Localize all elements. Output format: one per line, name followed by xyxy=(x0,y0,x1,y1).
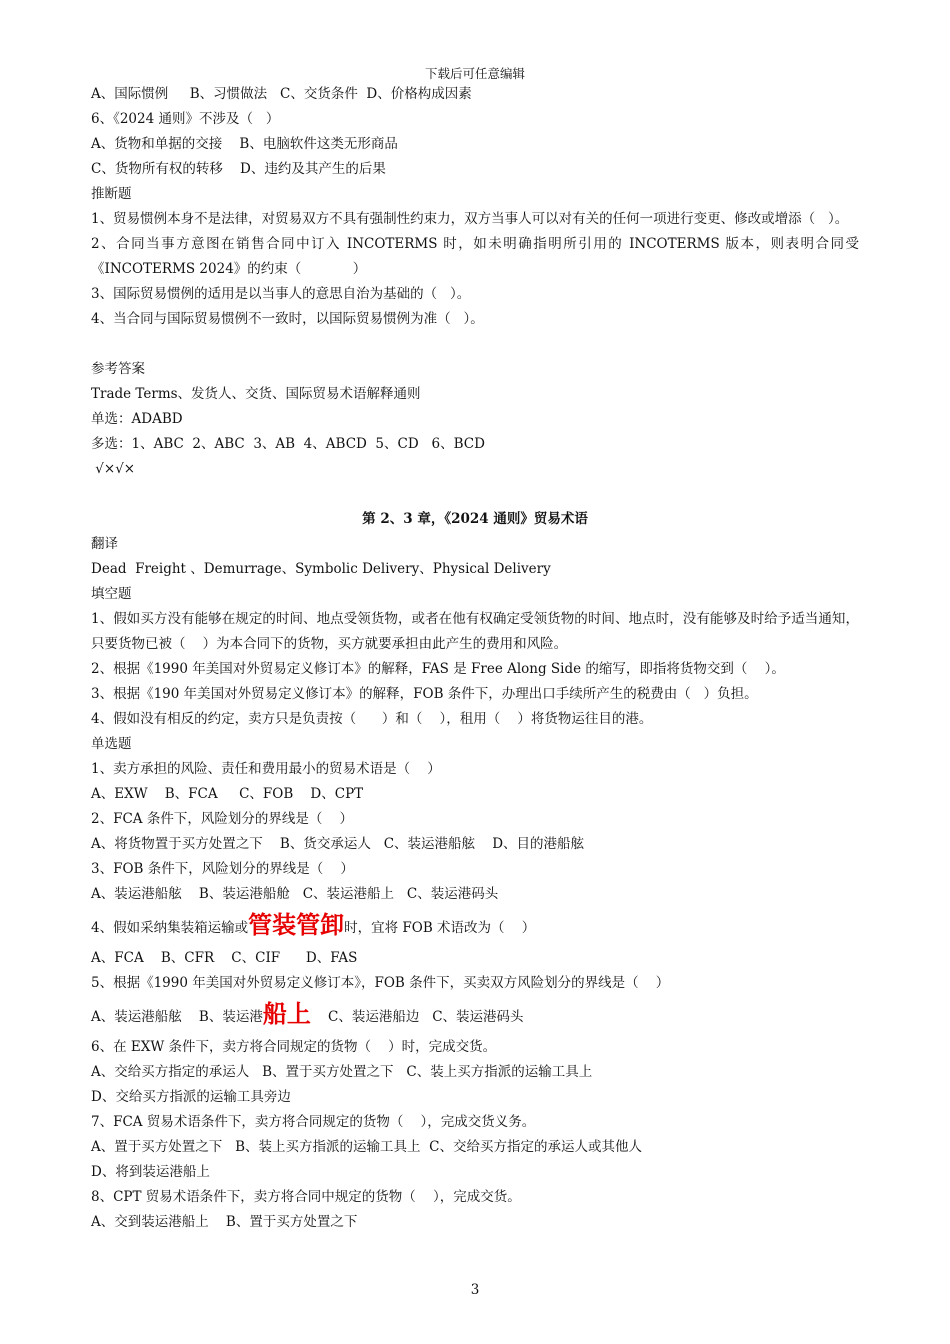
document-body xyxy=(91,82,859,1235)
text-line: A、将货物置于买方处置之下 B、货交承运人 C、装运港船舷 D、目的港船舷 xyxy=(91,836,585,852)
fill-question-2: 2、根据《1990 年美国对外贸易定义修订本》的解释，FAS 是 Free Along Side 的缩写，即指将货物交到（ ）。 xyxy=(91,661,785,677)
text-line: A、交到装运港船上 B、置于买方处置之下 xyxy=(91,1214,358,1230)
highlight-text: 管装管卸 xyxy=(248,911,345,939)
text-line: 2、FCA 条件下，风险划分的界线是（ ） xyxy=(91,811,353,827)
text-line: D、交给买方指派的运输工具旁边 xyxy=(91,1089,291,1105)
text-line: A、EXW B、FCA C、FOB D、CPT xyxy=(91,786,364,802)
answers-judge: √×√× xyxy=(91,461,136,477)
question-text: 时，宜将 FOB 术语改为（ ） xyxy=(344,920,536,936)
fill-question-1: 1、假如买方没有能够在规定的时间、地点受领货物，或者在他有权确定受领货物的时间、地点时，没有能够及时给予适当通知，只要货物已被（ ）为本合同下的货物，买方就要承担由此产生的费用和风险。 xyxy=(91,611,859,652)
highlight-text: 船上 xyxy=(262,1000,311,1028)
judge-question-1: 1、贸易惯例本身不是法律，对贸易双方不具有强制性约束力，双方当事人可以对有关的任何一项进行变更、修改或增添（ ）。 xyxy=(91,211,849,227)
fill-question-3: 3、根据《190 年美国对外贸易定义修订本》的解释，FOB 条件下，办理出口手续所产生的税费由（ ）负担。 xyxy=(91,686,758,702)
text-line: 3、FOB 条件下，风险划分的界线是（ ） xyxy=(91,861,354,877)
text-line: A、交给买方指定的承运人 B、置于买方处置之下 C、装上买方指派的运输工具上 xyxy=(91,1064,593,1080)
text-line: C、货物所有权的转移 D、违约及其产生的后果 xyxy=(91,161,386,177)
single-question-4 xyxy=(91,909,859,944)
answers-title: 参考答案 xyxy=(91,361,145,377)
section-label: 推断题 xyxy=(91,186,132,202)
text-line: 6、在 EXW 条件下，卖方将合同规定的货物（ ）时，完成交货。 xyxy=(91,1039,497,1055)
text-line: A、FCA B、CFR C、CIF D、FAS xyxy=(91,950,358,966)
option-text: C、装运港船边 C、装运港码头 xyxy=(310,1009,524,1025)
fill-question-4: 4、假如没有相反的约定，卖方只是负责按（ ）和（ ），租用（ ）将货物运往目的港。 xyxy=(91,711,653,727)
section-label: 翻译 xyxy=(91,536,118,552)
text-line: A、置于买方处置之下 B、装上买方指派的运输工具上 C、交给买方指定的承运人或其他人 xyxy=(91,1139,642,1155)
text-line: A、装运港船舷 B、装运港船舱 C、装运港船上 C、装运港码头 xyxy=(91,886,499,902)
text-line: 6、《2024 通则》不涉及（ ） xyxy=(91,111,280,127)
judge-question-3: 3、国际贸易惯例的适用是以当事人的意思自治为基础的（ ）。 xyxy=(91,286,471,302)
translate-terms: Dead Freight 、Demurrage、Symbolic Delivery、Physical Delivery xyxy=(91,561,551,577)
chapter-heading: 第 2、3 章，《2024 通则》贸易术语 xyxy=(362,511,588,527)
text-line: 1、卖方承担的风险、责任和费用最小的贸易术语是（ ） xyxy=(91,761,441,777)
single-question-5: 5、根据《1990 年美国对外贸易定义修订本》，FOB 条件下，买卖双方风险划分的界线是（ ） xyxy=(91,975,670,991)
page-number: 3 xyxy=(470,1282,480,1298)
text-line: A、国际惯例 B、习惯做法 C、交货条件 D、价格构成因素 xyxy=(91,86,472,102)
section-label: 填空题 xyxy=(91,586,132,602)
text-line: D、将到装运港船上 xyxy=(91,1164,210,1180)
answers-single: 单选：ADABD xyxy=(91,411,183,427)
single-question-5-options xyxy=(91,998,859,1033)
judge-question-4: 4、当合同与国际贸易惯例不一致时，以国际贸易惯例为准（ ）。 xyxy=(91,311,484,327)
section-label: 单选题 xyxy=(91,736,132,752)
answers-multi: 多选：1、ABC 2、ABC 3、AB 4、ABCD 5、CD 6、BCD xyxy=(91,436,485,452)
answers-fill: Trade Terms、发货人、交货、国际贸易术语解释通则 xyxy=(91,386,421,402)
judge-question-2: 2、合同当事方意图在销售合同中订入 INCOTERMS 时，如未明确指明所引用的 INCOTERMS 版本，则表明合同受《INCOTERMS 2024》的约束（ ） xyxy=(91,236,859,277)
text-line: 8、CPT 贸易术语条件下，卖方将合同中规定的货物（ ），完成交货。 xyxy=(91,1189,521,1205)
page-header: 下载后可任意编辑 xyxy=(424,66,525,81)
text-line: 7、FCA 贸易术语条件下，卖方将合同规定的货物（ ），完成交货义务。 xyxy=(91,1114,536,1130)
question-text: 4、假如采纳集装箱运输或 xyxy=(91,920,249,936)
option-text: A、装运港船舷 B、装运港 xyxy=(91,1009,263,1025)
text-line: A、货物和单据的交接 B、电脑软件这类无形商品 xyxy=(91,136,398,152)
